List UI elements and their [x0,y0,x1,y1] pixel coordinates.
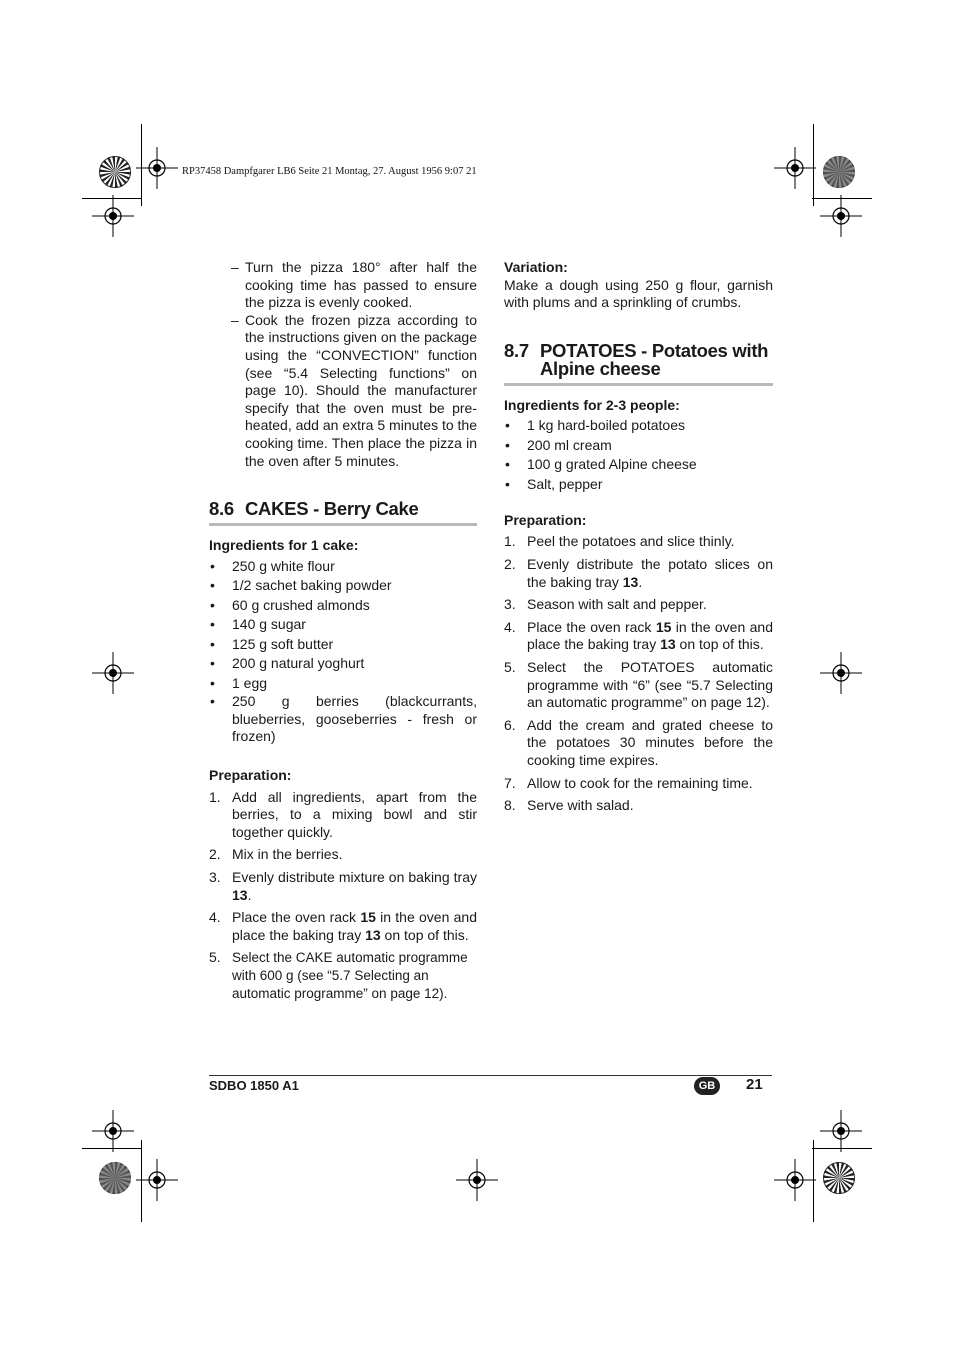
ingredients-label: Ingredients for 2-3 people: [504,396,680,413]
bullet-icon: • [210,693,215,710]
bullet-icon: • [210,557,215,574]
dash-item [209,312,477,470]
bullet-icon: • [505,456,510,473]
ingredient-item: • 200 g natural yoghurt [210,655,365,672]
ingredient-item: • 1 kg hard-boiled potatoes [505,417,685,434]
ingredient-item: • 250 g berries (blackcurrants, blueberries, gooseberries - fresh or frozen) [210,693,477,745]
language-badge: GB [694,1077,720,1095]
oven-rack-ref: 15 [655,618,672,635]
step-item: 2. Mix in the berries. [209,846,343,863]
dash-marker: – [231,259,239,275]
crosshair-target-icon [136,1159,178,1201]
footer-rule [209,1075,772,1076]
crosshair-target-icon [92,1110,134,1152]
baking-tray-ref: 13 [660,636,676,653]
crosshair-target-icon [774,147,816,189]
step-item: 4. Place the oven rack 15 in the oven and place the baking tray 13 on top of this. [504,618,773,653]
preparation-label: Preparation: [504,511,587,528]
dash-marker: – [231,311,239,328]
step-item: 7. Allow to cook for the remaining time. [504,774,753,791]
preparation-label: Preparation: [209,767,292,783]
step-item: 1. Add all ingredients, apart from the berries, to a mixing bowl and stir together quickly. [209,788,477,840]
section-title: CAKES - Berry Cake [245,498,419,520]
ingredient-item: • 250 g white flour [210,557,335,574]
radial-rosette-icon [823,1162,855,1194]
variation-label: Variation: [504,259,568,275]
ingredients-label: Ingredients for 1 cake: [209,537,359,554]
crosshair-target-icon [92,652,134,694]
step-item: 6. Add the cream and grated cheese to the potatoes 30 minutes before the cooking time expires. [504,716,773,768]
bullet-icon: • [505,436,510,453]
crosshair-target-icon [456,1159,498,1201]
page-number: 21 [746,1076,763,1093]
bullet-icon: • [210,655,215,672]
bullet-icon: • [505,475,510,492]
ingredient-item: • 100 g grated Alpine cheese [505,456,697,473]
left-column [209,259,477,1002]
step-item: 3. Evenly distribute mixture on baking tray 13. [209,868,477,903]
ingredient-item: • 140 g sugar [210,616,306,633]
step-item: 4. Place the oven rack 15 in the oven and place the baking tray 13 on top of this. [209,909,477,943]
print-header: RP37458 Dampfgarer LB6 Seite 21 Montag, 27. August 1956 9:07 21 [182,166,477,177]
variation-text: Make a dough using 250 g flour, garnish with plums and a sprinkling of crumbs. [504,276,773,311]
crosshair-target-icon [774,1159,816,1201]
section-heading-8-7 [504,339,773,386]
crosshair-target-icon [820,195,862,237]
section-heading-8-6 [209,500,477,526]
crosshair-target-icon [92,195,134,237]
crosshair-target-icon [820,1110,862,1152]
step-item: 5. Select the POTATOES automatic programme with “6” (see “5.7 Selecting an automatic programme” on page 12). [504,659,773,711]
step-item: 2. Evenly distribute the potato slices on the baking tray 13. [504,556,773,590]
section-title: POTATOES - Potatoes with Alpine cheese [540,339,769,379]
oven-rack-ref: 15 [360,909,376,926]
bullet-icon: • [210,635,215,652]
dash-text: Cook the frozen pizza according to the instructions given on the package using the “CONVECTION” function (see “5.4 Selecting functions” on page 10). Should the manufacturer specify that the oven must be pre-heated, add an extra 5 minutes to the cooking time. Then place the pizza in the oven after 5 minutes. [245,311,477,469]
ingredient-item: • 125 g soft butter [210,635,334,652]
step-item: 3. Season with salt and pepper. [504,596,707,613]
crosshair-target-icon [820,652,862,694]
dash-item [209,259,477,312]
bullet-icon: • [210,616,215,633]
radial-rosette-icon [823,156,855,188]
step-item: 8. Serve with salad. [504,797,634,814]
baking-tray-ref: 13 [365,926,381,943]
ingredient-item: • 1/2 sachet baking powder [210,577,392,594]
section-number: 8.6 [209,498,234,520]
radial-rosette-icon [99,156,131,188]
right-column [504,259,773,815]
ingredient-item: • 200 ml cream [505,436,612,453]
ingredient-item: • 1 egg [210,674,268,691]
footer-model: SDBO 1850 A1 [209,1078,299,1093]
ingredient-item: • 60 g crushed almonds [210,596,370,613]
crosshair-target-icon [136,147,178,189]
baking-tray-ref: 13 [622,573,639,590]
step-item: 1. Peel the potatoes and slice thinly. [504,533,735,550]
step-item: 5. Select the CAKE automatic programme with 600 g (see “5.7 Selecting an automatic programme” on page 12). [209,949,468,1001]
bullet-icon: • [210,577,215,594]
radial-rosette-icon [99,1162,131,1194]
bullet-icon: • [210,674,215,691]
baking-tray-ref: 13 [232,886,248,903]
bullet-icon: • [505,417,510,434]
bullet-icon: • [210,596,215,613]
ingredient-item: • Salt, pepper [505,475,603,492]
section-number: 8.7 [504,339,529,361]
dash-text: Turn the pizza 180° after half the cooking time has passed to ensure the pizza is evenly cooked. [245,259,477,311]
